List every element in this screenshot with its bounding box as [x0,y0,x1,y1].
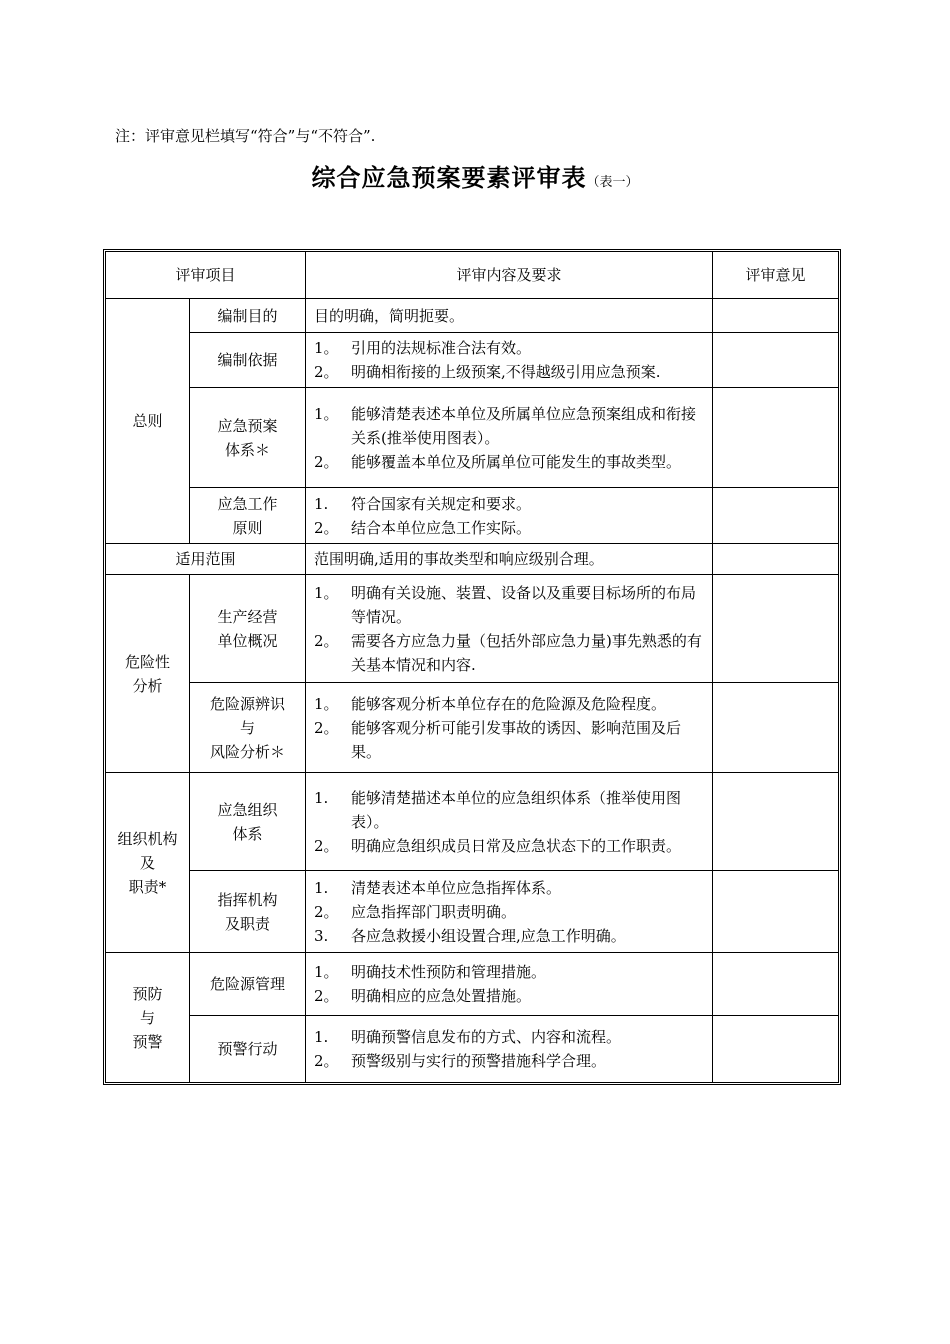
requirement-number: 1。 [314,694,339,713]
header-opinion: 评审意见 [713,252,839,299]
requirement-number: 1. [314,878,329,897]
requirement-item [314,692,706,716]
requirement-item [314,960,706,984]
requirement-cell [306,333,713,388]
section-label-hazard-line: 危险性 [124,652,170,671]
requirement-item [314,304,706,328]
requirement-item [314,402,706,450]
sub-item-label [190,333,306,388]
requirement-number: 2。 [314,518,339,537]
sub-item-label [190,871,306,953]
sub-item-label [190,388,306,488]
requirement-cell [306,299,713,333]
page-title: 综合应急预案要素评审表 [311,164,587,192]
requirement-item [314,360,706,384]
opinion-cell[interactable] [713,544,839,575]
requirement-number: 2。 [314,631,339,650]
section-label-org-line: 及 [139,853,155,872]
section-label-prevention-line: 预防 [132,984,163,1003]
table-row [106,871,839,953]
sub-item-label-line: 原则 [232,518,263,537]
requirement-cell [306,575,713,683]
table-row [106,388,839,488]
requirement-number: 1. [314,1028,329,1046]
header-item: 评审项目 [106,252,306,299]
review-table [105,251,839,1083]
sub-item-label-line: 单位概况 [217,631,278,650]
table-row [106,488,839,544]
sub-item-label-line: 编制目的 [217,306,278,325]
sub-item-label-line: 编制依据 [217,351,278,369]
section-label-scope: 适用范围 [106,544,306,575]
requirement-number: 1。 [314,339,339,357]
section-label-prevention-line: 与 [139,1008,155,1027]
opinion-cell[interactable] [713,575,839,683]
table-row [106,333,839,388]
requirement-number: 2。 [314,363,339,381]
requirement-text: 明确相衔接的上级预案,不得越级引用应急预案. [351,363,661,381]
section-label-prevention [106,953,190,1083]
table-row [106,683,839,773]
section-label-org-line: 组织机构 [117,829,178,848]
sub-item-label-line: 风险分析＊ [210,742,286,761]
sub-item-label-line: 应急预案 [217,416,278,435]
requirement-text: 能够客观分析可能引发事故的诱因、影响范围及后果。 [351,718,682,761]
requirement-text: 明确有关设施、装置、设备以及重要目标场所的布局等情况。 [351,583,697,626]
title-block [0,158,950,193]
table-row [106,953,839,1016]
requirement-item [314,516,706,540]
table-row [106,299,839,333]
sub-item-label-line: 预警行动 [217,1040,278,1058]
opinion-cell[interactable] [713,388,839,488]
sub-item-label [190,1016,306,1083]
header-content: 评审内容及要求 [306,252,713,299]
requirement-number: 1。 [314,963,339,981]
requirement-item [314,336,706,360]
section-label-general: 总则 [106,299,190,544]
sub-item-label-line: 体系 [232,824,263,843]
sub-item-label [190,683,306,773]
requirement-item [314,581,706,629]
opinion-cell[interactable] [713,871,839,953]
sub-item-label [190,299,306,333]
requirement-number: 2。 [314,1052,339,1070]
requirement-item [314,629,706,677]
opinion-cell[interactable] [713,1016,839,1083]
requirement-cell [306,488,713,544]
requirement-text: 能够客观分析本单位存在的危险源及危险程度。 [351,694,667,713]
requirement-number: 2。 [314,836,339,855]
requirement-text: 明确相应的应急处置措施。 [351,987,532,1005]
requirement-text: 符合国家有关规定和要求。 [351,494,532,513]
requirement-text: 明确技术性预防和管理措施。 [351,963,547,981]
section-label-org-line: 职责* [128,877,167,896]
opinion-cell[interactable] [713,683,839,773]
opinion-cell[interactable] [713,333,839,388]
requirement-text: 应急指挥部门职责明确。 [351,902,517,921]
requirement-number: 1。 [314,583,339,602]
requirement-number: 1. [314,494,329,513]
requirement-number: 1。 [314,404,339,423]
requirement-number: 2。 [314,452,339,471]
sub-item-label-line: 危险源管理 [210,975,286,993]
requirement-cell [306,683,713,773]
review-note: 注：评审意见栏填写“符合”与“不符合”. [115,127,376,145]
sub-item-label-line: 及职责 [225,914,271,933]
sub-item-label [190,488,306,544]
requirement-cell [306,1016,713,1083]
table-header-row [106,252,839,299]
requirement-text: 目的明确，简明扼要。 [314,306,465,325]
opinion-cell[interactable] [713,488,839,544]
sub-item-label-line: 应急工作 [217,494,278,513]
requirement-item [314,900,706,924]
requirement-cell: 范围明确,适用的事故类型和响应级别合理。 [306,544,713,575]
requirement-number: 2。 [314,902,339,921]
requirement-number: 1. [314,788,329,807]
sub-item-label [190,773,306,871]
requirement-text: 明确预警信息发布的方式、内容和流程。 [351,1028,622,1046]
requirement-text: 能够清楚描述本单位的应急组织体系（推举使用图表）。 [351,788,682,831]
requirement-cell [306,388,713,488]
requirement-item [314,450,706,474]
section-label-hazard-line: 分析 [132,676,163,695]
table-row [106,544,839,575]
requirement-number: 3. [314,926,329,945]
requirement-item [314,924,706,948]
table-row [106,575,839,683]
sub-item-label-line: 指挥机构 [217,890,278,909]
section-label-org [106,773,190,953]
sub-item-label-line: 危险源辨识 [210,694,286,713]
page-subtitle: （表一） [586,175,639,190]
section-label-hazard [106,575,190,773]
requirement-text: 能够覆盖本单位及所属单位可能发生的事故类型。 [351,452,682,471]
sub-item-label [190,575,306,683]
requirement-item [314,876,706,900]
sub-item-label-line: 应急组织 [217,800,278,819]
requirement-text: 结合本单位应急工作实际。 [351,518,532,537]
requirement-text: 各应急救援小组设置合理,应急工作明确。 [351,926,626,945]
requirement-item [314,492,706,516]
requirement-number: 2。 [314,718,339,737]
opinion-cell[interactable] [713,299,839,333]
requirement-item [314,1025,706,1049]
requirement-cell [306,773,713,871]
requirement-cell [306,953,713,1016]
requirement-item [314,716,706,764]
requirement-number: 2。 [314,987,339,1005]
section-label-prevention-line: 预警 [132,1032,163,1051]
requirement-text: 明确应急组织成员日常及应急状态下的工作职责。 [351,836,682,855]
table-row [106,773,839,871]
sub-item-label-line: 体系＊ [225,440,271,459]
requirement-item [314,1049,706,1073]
requirement-item [314,786,706,834]
sub-item-label-line: 生产经营 [217,607,278,626]
requirement-text: 预警级别与实行的预警措施科学合理。 [351,1052,607,1070]
requirement-text: 引用的法规标准合法有效。 [351,339,532,357]
requirement-item [314,834,706,858]
table-row [106,1016,839,1083]
requirement-text: 能够清楚表述本单位及所属单位应急预案组成和衔接关系(推举使用图表）。 [351,404,697,447]
requirement-text: 清楚表述本单位应急指挥体系。 [351,878,562,897]
sub-item-label-line: 与 [240,718,256,737]
requirement-cell [306,871,713,953]
requirement-item [314,984,706,1008]
review-table-frame [103,249,841,1085]
opinion-cell[interactable] [713,773,839,871]
requirement-text: 需要各方应急力量（包括外部应急力量)事先熟悉的有关基本情况和内容. [351,631,702,674]
sub-item-label [190,953,306,1016]
opinion-cell[interactable] [713,953,839,1016]
